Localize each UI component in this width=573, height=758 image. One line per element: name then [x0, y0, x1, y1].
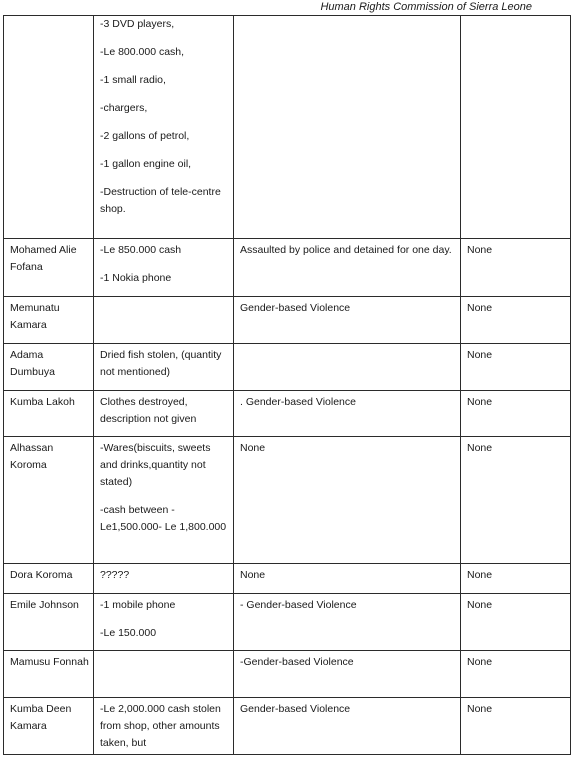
table-row: [4, 297, 571, 344]
item-text: -1 small radio,: [100, 74, 166, 86]
item-text: -1 Nokia phone: [100, 272, 172, 284]
item-text: Clothes destroyed, description not given: [100, 396, 197, 425]
items-cell: [94, 16, 234, 239]
incident-table-body: [4, 16, 571, 755]
item-text: -Le 2,000.000 cash stolen from shop, other amounts taken, but: [100, 703, 221, 749]
action-cell: None: [461, 391, 571, 437]
violation-cell: Gender-based Violence: [234, 297, 461, 344]
violation-cell: None: [234, 564, 461, 594]
violation-cell: . Gender-based Violence: [234, 391, 461, 437]
victim-name-cell: Adama Dumbuya: [4, 344, 94, 391]
item-text: -Destruction of tele-centre shop.: [100, 186, 221, 215]
action-cell: [461, 16, 571, 239]
table-row: [4, 437, 571, 564]
items-cell: [94, 437, 234, 564]
item-text: -1 mobile phone: [100, 599, 176, 611]
victim-name-cell: Alhassan Koroma: [4, 437, 94, 564]
items-cell: [94, 594, 234, 651]
table-row: [4, 651, 571, 698]
violation-cell: [234, 344, 461, 391]
item-text: ?????: [100, 569, 130, 581]
violation-cell: - Gender-based Violence: [234, 594, 461, 651]
item-text: -Wares(biscuits, sweets and drinks,quantity not stated): [100, 442, 211, 488]
table-row: [4, 239, 571, 297]
items-cell: [94, 564, 234, 594]
incident-table: [3, 15, 571, 755]
victim-name-cell: Mamusu Fonnah: [4, 651, 94, 698]
violation-cell: [234, 16, 461, 239]
action-cell: None: [461, 564, 571, 594]
item-text: -Le 850.000 cash: [100, 244, 182, 256]
header-title: Human Rights Commission of Sierra Leone: [320, 1, 532, 13]
item-text: -2 gallons of petrol,: [100, 130, 190, 142]
item-text: -Le 800.000 cash,: [100, 46, 185, 58]
action-cell: None: [461, 344, 571, 391]
items-cell: [94, 344, 234, 391]
items-cell: [94, 391, 234, 437]
violation-cell: None: [234, 437, 461, 564]
items-cell: [94, 698, 234, 755]
page-header: [0, 0, 573, 16]
table-row: [4, 594, 571, 651]
item-text: -1 gallon engine oil,: [100, 158, 192, 170]
item-text: -cash between -Le1,500.000- Le 1,800.000: [100, 504, 227, 533]
violation-cell: -Gender-based Violence: [234, 651, 461, 698]
victim-name-cell: Memunatu Kamara: [4, 297, 94, 344]
action-cell: None: [461, 651, 571, 698]
table-row: [4, 698, 571, 755]
item-text: -chargers,: [100, 102, 148, 114]
victim-name-cell: Emile Johnson: [4, 594, 94, 651]
items-cell: [94, 239, 234, 297]
table-row: [4, 391, 571, 437]
victim-name-cell: Kumba Lakoh: [4, 391, 94, 437]
action-cell: None: [461, 437, 571, 564]
victim-name-cell: [4, 16, 94, 239]
table-row: [4, 16, 571, 239]
victim-name-cell: Mohamed Alie Fofana: [4, 239, 94, 297]
table-row: [4, 564, 571, 594]
action-cell: None: [461, 594, 571, 651]
victim-name-cell: Dora Koroma: [4, 564, 94, 594]
item-text: -3 DVD players,: [100, 18, 175, 30]
action-cell: None: [461, 698, 571, 755]
item-text: Dried fish stolen, (quantity not mentioned): [100, 349, 222, 378]
action-cell: None: [461, 297, 571, 344]
violation-cell: Assaulted by police and detained for one day.: [234, 239, 461, 297]
items-cell: [94, 297, 234, 344]
violation-cell: Gender-based Violence: [234, 698, 461, 755]
items-cell: [94, 651, 234, 698]
action-cell: None: [461, 239, 571, 297]
victim-name-cell: Kumba Deen Kamara: [4, 698, 94, 755]
table-row: [4, 344, 571, 391]
item-text: -Le 150.000: [100, 627, 157, 639]
